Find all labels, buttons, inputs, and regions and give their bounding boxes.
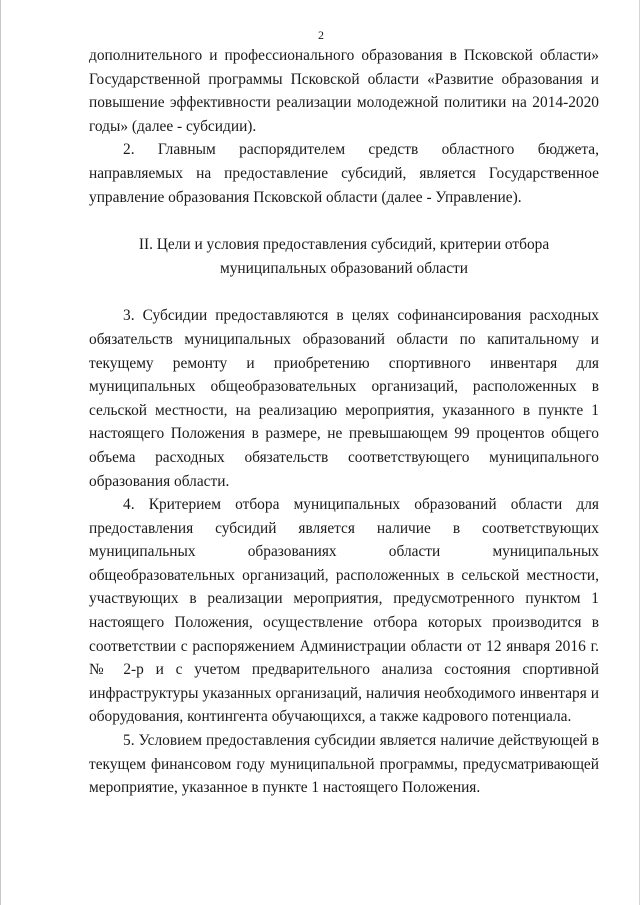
section-heading-line-2: муниципальных образований области (219, 259, 469, 277)
page-number: 2 (318, 28, 324, 42)
paragraph-clause-3: 3. Субсидии предоставляются в целях софинансирования расходных обязательств муниципальных образований области по капитальному и текущему ремонту и приобретению спортивного инвентаря для муниципальных общеобразовательных организаций, расположенных в сельской местности, на реализацию мероприятия, указанного в пункте 1 настоящего Положения в размере, не превышающем 99 процентов общего объема расходных обязательств соответствующего муниципального образования области. (89, 307, 599, 490)
paragraph-continuation: дополнительного и профессионального образования в Псковской области» Государственной программы Псковской области «Развитие образования и повышение эффективности реализации молодежной политики на 2014-2020 годы» (далее - субсидии). (89, 47, 599, 135)
document-body (89, 44, 599, 800)
section-heading (89, 233, 599, 280)
section-heading-line-1: II. Цели и условия предоставления субсидий, критерии отбора (138, 236, 550, 254)
paragraph-clause-4: 4. Критерием отбора муниципальных образований области для предоставления субсидий является наличие в соответствующих муниципальных образованиях области муниципальных общеобразовательных организаций, расположенных в сельской местности, участвующих в реализации мероприятия, предусмотренного пунктом 1 настоящего Положения, осуществление отбора которых производится в соответствии с распоряжением Администрации области от 12 января 2016 г. № 2-р и с учетом предварительного анализа состояния спортивной инфраструктуры указанных организаций, наличия необходимого инвентаря и оборудования, контингента обучающихся, а также кадрового потенциала. (89, 496, 599, 726)
paragraph-clause-2: 2. Главным распорядителем средств областного бюджета, направляемых на предоставление субсидий, является Государственное управление образования Псковской области (далее - Управление). (89, 141, 599, 206)
paragraph-clause-5: 5. Условием предоставления субсидии является наличие действующей в текущем финансовом году муниципальной программы, предусматривающей мероприятие, указанное в пункте 1 настоящего Положения. (89, 732, 599, 797)
spacer (89, 280, 599, 304)
spacer (89, 209, 599, 233)
